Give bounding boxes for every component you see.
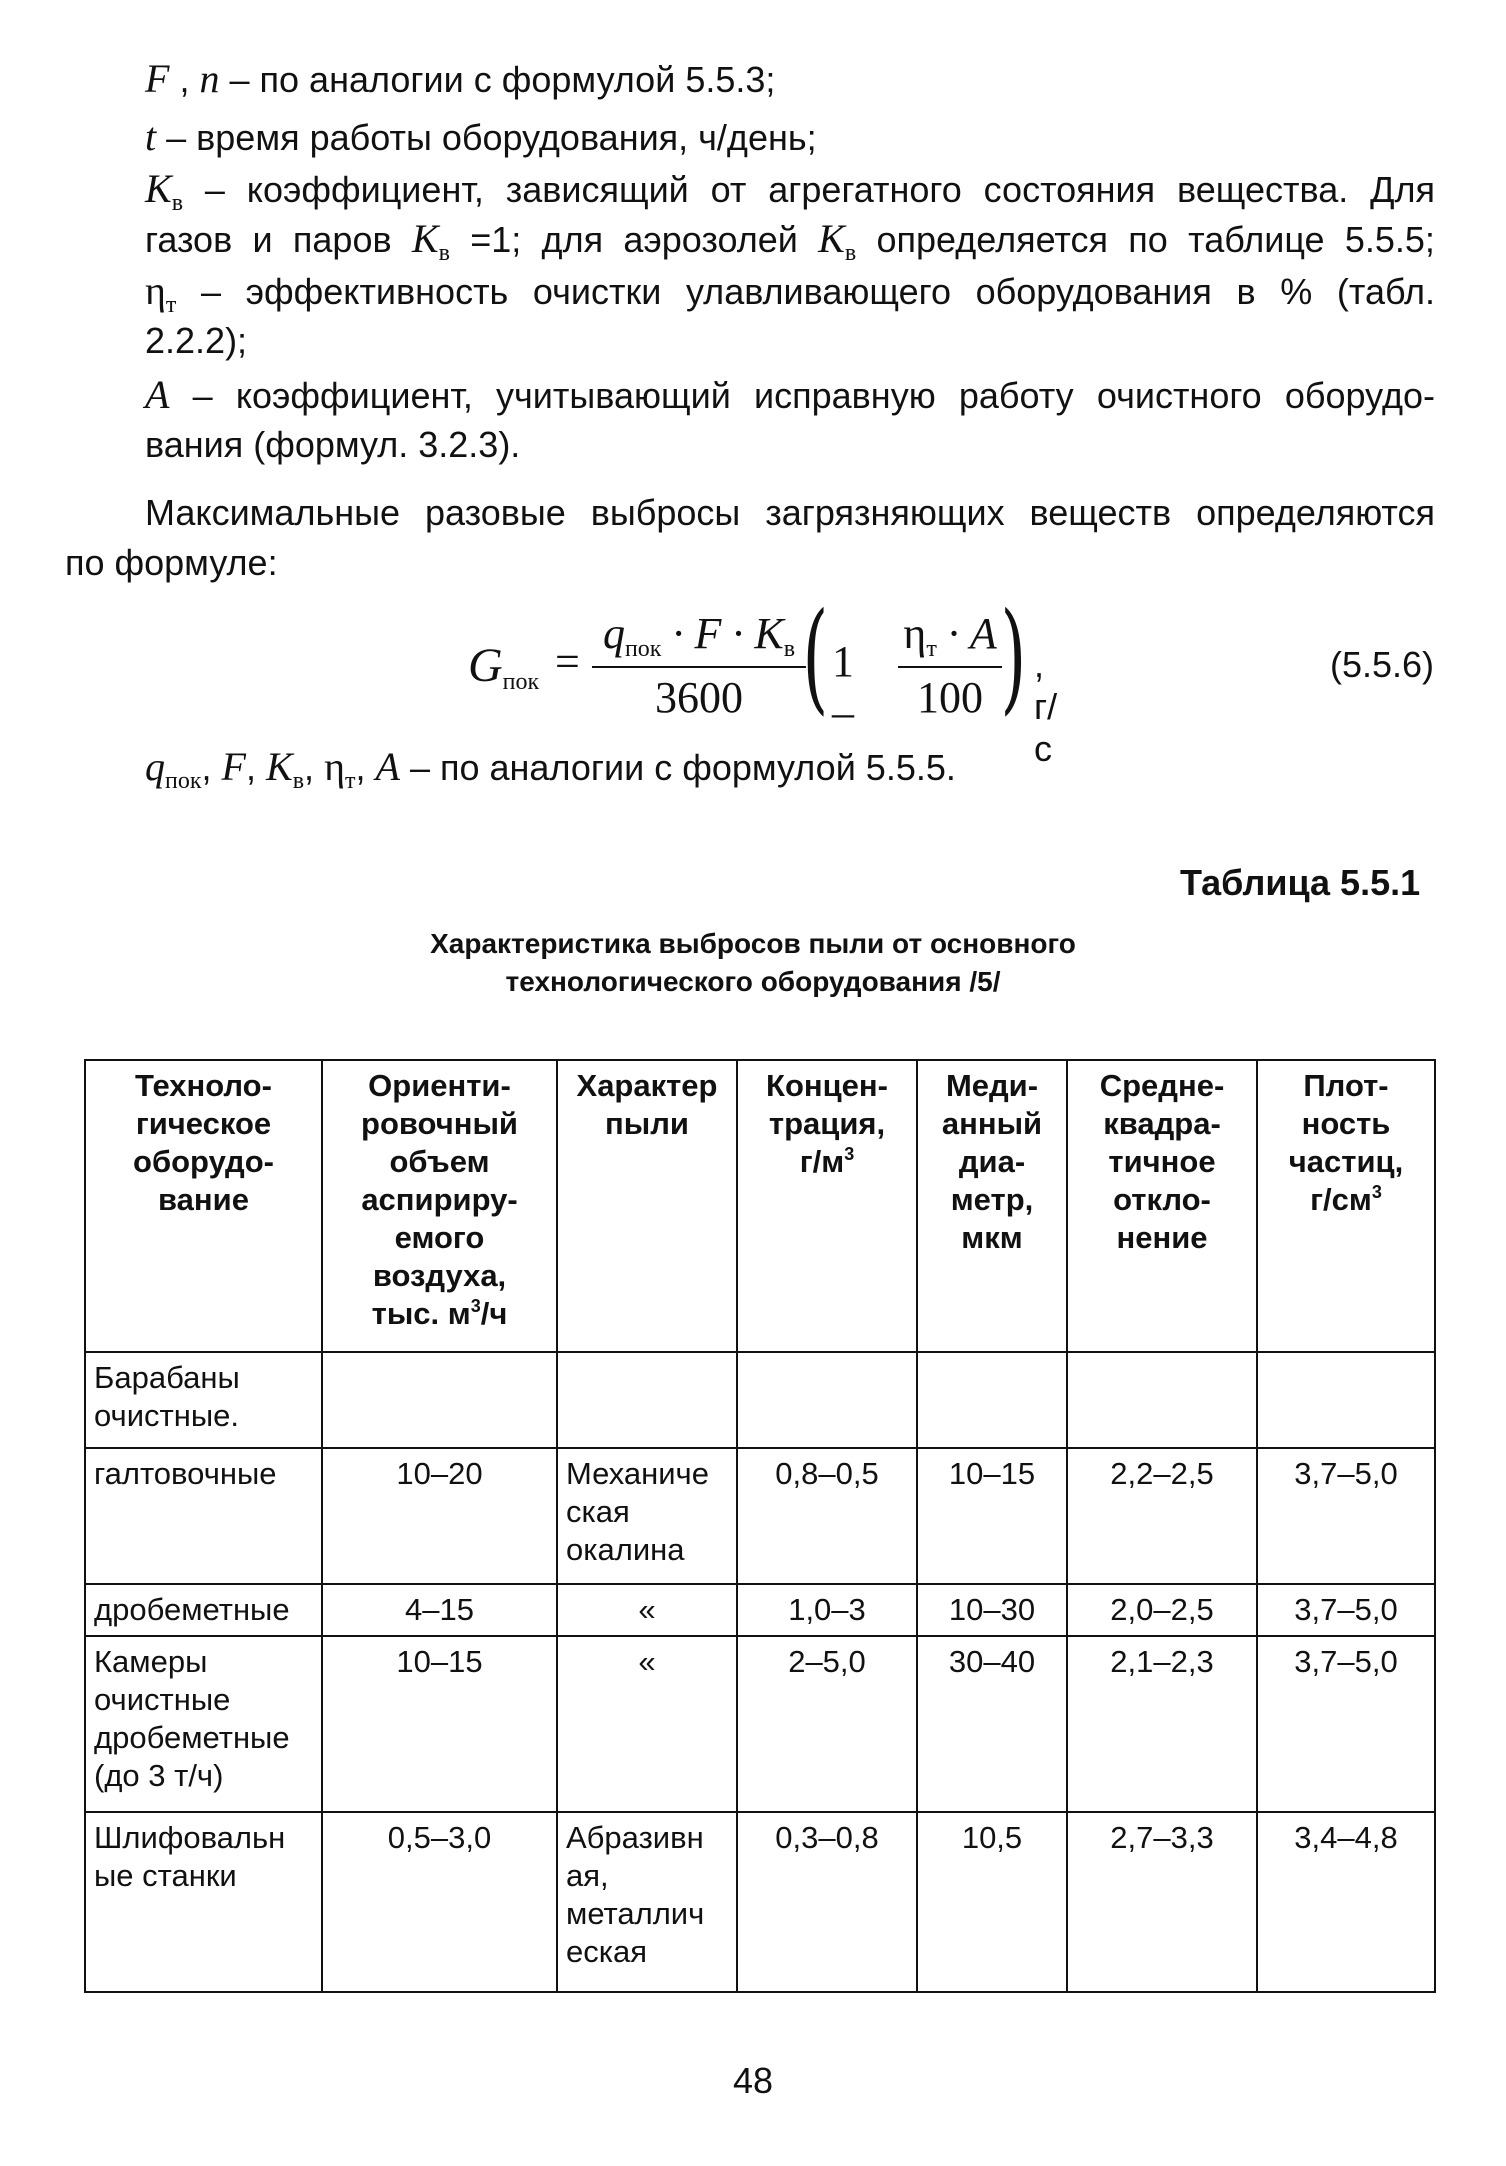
- symbol-a: A: [145, 372, 170, 417]
- table-row: дробеметные 4–15 « 1,0–3 10–30 2,0–2,5 3,7–5,0: [85, 1584, 1435, 1636]
- page-number: 48: [732, 2060, 774, 2101]
- fraction1-bar: [592, 666, 806, 668]
- symbol-eta: η: [145, 268, 166, 313]
- paragraph-line2: по формуле:: [65, 542, 278, 583]
- paragraph-line1: Максимальные разовые выбросы загрязняющих веществ определяются: [145, 492, 1435, 533]
- header-equipment: Техноло- гическое оборудо- вание: [85, 1060, 322, 1352]
- definition-eta-line2: 2.2.2);: [145, 320, 248, 361]
- definition-text: – по аналогии с формулой 5.5.3;: [229, 59, 776, 100]
- definition-t: [145, 112, 817, 163]
- fraction1-denominator: 3600: [655, 673, 743, 722]
- symbol-f: F: [145, 56, 170, 101]
- symbol-t: t: [145, 114, 157, 159]
- definition-eta-line1: $\eta_т$ – эффективность очистки улавливающего оборудования в % (табл.: [145, 268, 1435, 318]
- left-parenthesis: (: [802, 588, 829, 727]
- document-page: F , n – по аналогии с формулой 5.5.3; t – время работы оборудования, ч/день; $K_в$ – коэффициент, зависящий от агрегатного состояния вещества. Для газов и паров $K_в =1$; для аэрозолей $K_в$ определяется по таблице 5.5.5; $\eta_т$ – эффективность очистки улавливающего оборудования в % (табл. 2.2.2); A – коэффициент, учитывающий исправную работу очистного оборудо- вания (формул. 3.2.3). Максимальные разовые выбросы загрязняющих веществ определяются по формуле: $G_{пок}$ = $q_{пок} \cdot F \cdot K_в$ 3600 ( 1 – $\eta_т \cdot A$ 100 ) , г/с (5.5.6) $q_{пок}$, F, $K_в$, $\eta_т$, A – по аналогии с формулой 5.5.5. Таблица 5.5.1 Характеристика выбросов пыли от основного технологического оборудования /5/ Техноло- гическое оборудо- вание Ориенти- ровочный объем аспириру- емого воздуха, тыс. $м^3/ч$ Характер пыли Концен- трация, $г/м^3$ Меди- анный диа- метр, мкм Средне- квадра- тичное откло- нение Плот- ность частиц, $г/см^3$ Барабаны очистные. галтовочные 10–20 Механиче ская окалина 0,8–0,5 10–15 2,2–2,5 3,7–5,0 дробеметные 4–15 « 1,0–3 10–30 2,0–2,5 3,7–5,0 Камеры очистные дробеметные (до 3 т/ч) 10–15 « 2–5,0 30–40 2,1–2,3 3,7–5,0 Шлифовальн ые станки 0,5–3,0 Абразивн ая, металлич еская 0,3–0,8 10,5 2,7–3,3 3,4–4,8 48: [0, 0, 1506, 2166]
- formula-unit: , г/с: [1034, 644, 1058, 769]
- definition-kv-line2: газов и паров $K_в =1$; для аэрозолей $K_в$ определяется по таблице 5.5.5;: [145, 216, 1435, 266]
- table-caption: Характеристика выбросов пыли от основного технологического оборудования /5/: [430, 928, 1076, 997]
- fraction1-numerator: $q_{пок} \cdot F \cdot K_в$: [602, 609, 796, 662]
- table-row: Шлифовальн ые станки 0,5–3,0 Абразивн ая, металлич еская 0,3–0,8 10,5 2,7–3,3 3,4–4,8: [85, 1812, 1435, 1992]
- symbol-n: n: [199, 56, 220, 101]
- formula-number: (5.5.6): [1330, 644, 1435, 685]
- right-parenthesis: ): [1000, 588, 1027, 727]
- definition-f-n: F , n – по аналогии с формулой 5.5.3;: [145, 56, 776, 101]
- formula-variables-note: $q_{пок}$, F, $K_в$, $\eta_т$, A – по аналогии с формулой 5.5.5.: [145, 744, 956, 794]
- table-header-row: [85, 1060, 1435, 1352]
- header-dust-type: Характер пыли: [557, 1060, 737, 1352]
- formula-lhs: $G_{пок}$: [468, 639, 540, 695]
- symbol-k: K: [145, 166, 172, 211]
- header-concentration: Концен- трация, $г/м^3$: [737, 1060, 917, 1352]
- table-row: галтовочные 10–20 Механиче ская окалина 0,8–0,5 10–15 2,2–2,5 3,7–5,0: [85, 1448, 1435, 1584]
- definition-text: – время работы оборудования, ч/день;: [166, 117, 817, 158]
- emissions-table: [84, 1059, 1436, 1993]
- table-label: Таблица 5.5.1: [1180, 862, 1421, 903]
- table-row: Камеры очистные дробеметные (до 3 т/ч) 10–15 « 2–5,0 30–40 2,1–2,3 3,7–5,0: [85, 1636, 1435, 1812]
- header-air-volume: Ориенти- ровочный объем аспириру- емого воздуха, тыс. $м^3/ч$: [322, 1060, 557, 1352]
- header-median-diameter: Меди- анный диа- метр, мкм: [917, 1060, 1067, 1352]
- table-row: Барабаны очистные.: [85, 1352, 1435, 1448]
- header-std-deviation: Средне- квадра- тичное откло- нение: [1067, 1060, 1257, 1352]
- fraction2-bar: [898, 666, 1002, 668]
- header-particle-density: Плот- ность частиц, $г/см^3$: [1257, 1060, 1435, 1352]
- definition-a-line2: вания (формул. 3.2.3).: [145, 424, 521, 465]
- definition-text: – коэффициент, зависящий от агрегатного состояния вещества. Для: [204, 169, 1435, 210]
- fraction2-numerator: $\eta_т \cdot A$: [903, 609, 997, 662]
- definition-a-line1: A – коэффициент, учитывающий исправную работу очистного оборудо-: [145, 372, 1435, 417]
- definition-kv-line1: $K_в$ – коэффициент, зависящий от агрегатного состояния вещества. Для: [145, 166, 1435, 216]
- fraction2-denominator: 100: [917, 673, 983, 722]
